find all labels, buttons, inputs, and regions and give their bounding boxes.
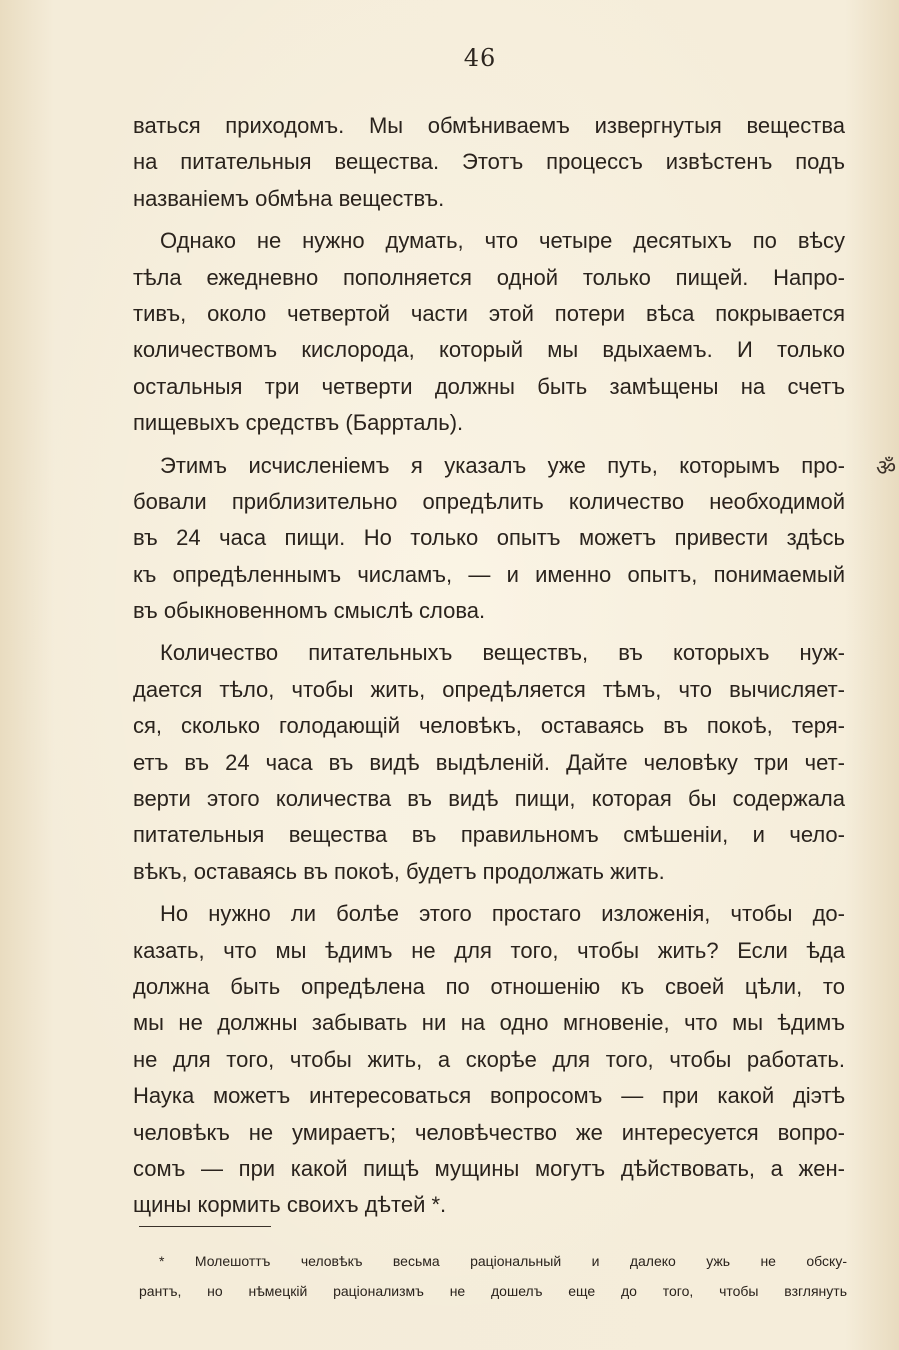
text-line: Количество питательныхъ веществъ, въ которыхъ нуж- (160, 640, 845, 666)
footnote-rule (139, 1226, 271, 1227)
text-line: Наука можетъ интересоваться вопросомъ — при какой діэтѣ (133, 1083, 845, 1109)
text-line: ся, сколько голодающій человѣкъ, оставаясь въ покоѣ, теря- (133, 713, 845, 739)
footnote-line: * Молешоттъ человѣкъ весьма раціональный и далеко ужь не обску- (159, 1253, 847, 1269)
text-line: Этимъ исчисленіемъ я указалъ уже путь, которымъ про- (160, 452, 845, 478)
page-number: 46 (463, 44, 497, 72)
text-line: на питательныя вещества. Этотъ процессъ извѣстенъ подъ (133, 149, 845, 175)
text-line: сомъ — при какой пищѣ мущины могутъ дѣйствовать, а жен- (133, 1155, 845, 1181)
text-line: въ обыкновенномъ смыслѣ слова. (133, 598, 486, 624)
text-line: количествомъ кислорода, который мы вдыхаемъ. И только (133, 337, 845, 363)
text-line: Однако не нужно думать, что четыре десятыхъ по вѣсу (160, 228, 845, 254)
text-line: тивъ, около четвертой части этой потери вѣса покрывается (133, 300, 845, 326)
text-line: къ опредѣленнымъ числамъ, — и именно опытъ, понимаемый (133, 561, 845, 587)
text-line: пищевыхъ средствъ (Баррталь). (133, 410, 464, 436)
body-text (133, 108, 845, 1224)
footnote-line: рантъ, но нѣмецкій раціонализмъ не дошелъ еще до того, чтобы взглянуть (139, 1283, 847, 1299)
text-line: остальныя три четверти должны быть замѣщены на счетъ (133, 373, 845, 399)
margin-ink-mark: ॐ (876, 456, 897, 481)
text-line: верти этого количества въ видѣ пищи, которая бы содержала (133, 786, 845, 812)
text-line: дается тѣло, чтобы жить, опредѣляется тѣмъ, что вычисляет- (133, 676, 845, 702)
text-line: человѣкъ не умираетъ; человѣчество же интересуется вопро- (133, 1119, 845, 1145)
text-line: бовали приблизительно опредѣлить количество необходимой (133, 488, 845, 514)
text-line: должна быть опредѣлена по отношенію къ своей цѣли, то (133, 973, 845, 999)
text-line: въ 24 часа пищи. Но только опытъ можетъ привести здѣсь (133, 525, 845, 551)
text-line: етъ въ 24 часа въ видѣ выдѣленій. Дайте человѣку три чет- (133, 749, 845, 775)
text-line: не для того, чтобы жить, а скорѣе для того, чтобы работать. (133, 1046, 845, 1072)
text-line: названіемъ обмѣна веществъ. (133, 185, 445, 211)
text-line: ваться приходомъ. Мы обмѣниваемъ извергнутыя вещества (133, 113, 845, 138)
text-line: щины кормить своихъ дѣтей *. (133, 1192, 447, 1218)
text-line: тѣла ежедневно пополняется одной только пищей. Напро- (133, 264, 845, 290)
text-line: вѣкъ, оставаясь въ покоѣ, будетъ продолжать жить. (133, 858, 665, 884)
text-line: мы не должны забывать ни на одно мгновеніе, что мы ѣдимъ (133, 1010, 845, 1036)
footnote (139, 1246, 847, 1306)
text-line: казать, что мы ѣдимъ не для того, чтобы жить? Если ѣда (133, 937, 845, 963)
text-line: питательныя вещества въ правильномъ смѣшеніи, и чело- (133, 822, 845, 848)
text-line: Но нужно ли болѣе этого простаго изложенія, чтобы до- (160, 901, 845, 927)
